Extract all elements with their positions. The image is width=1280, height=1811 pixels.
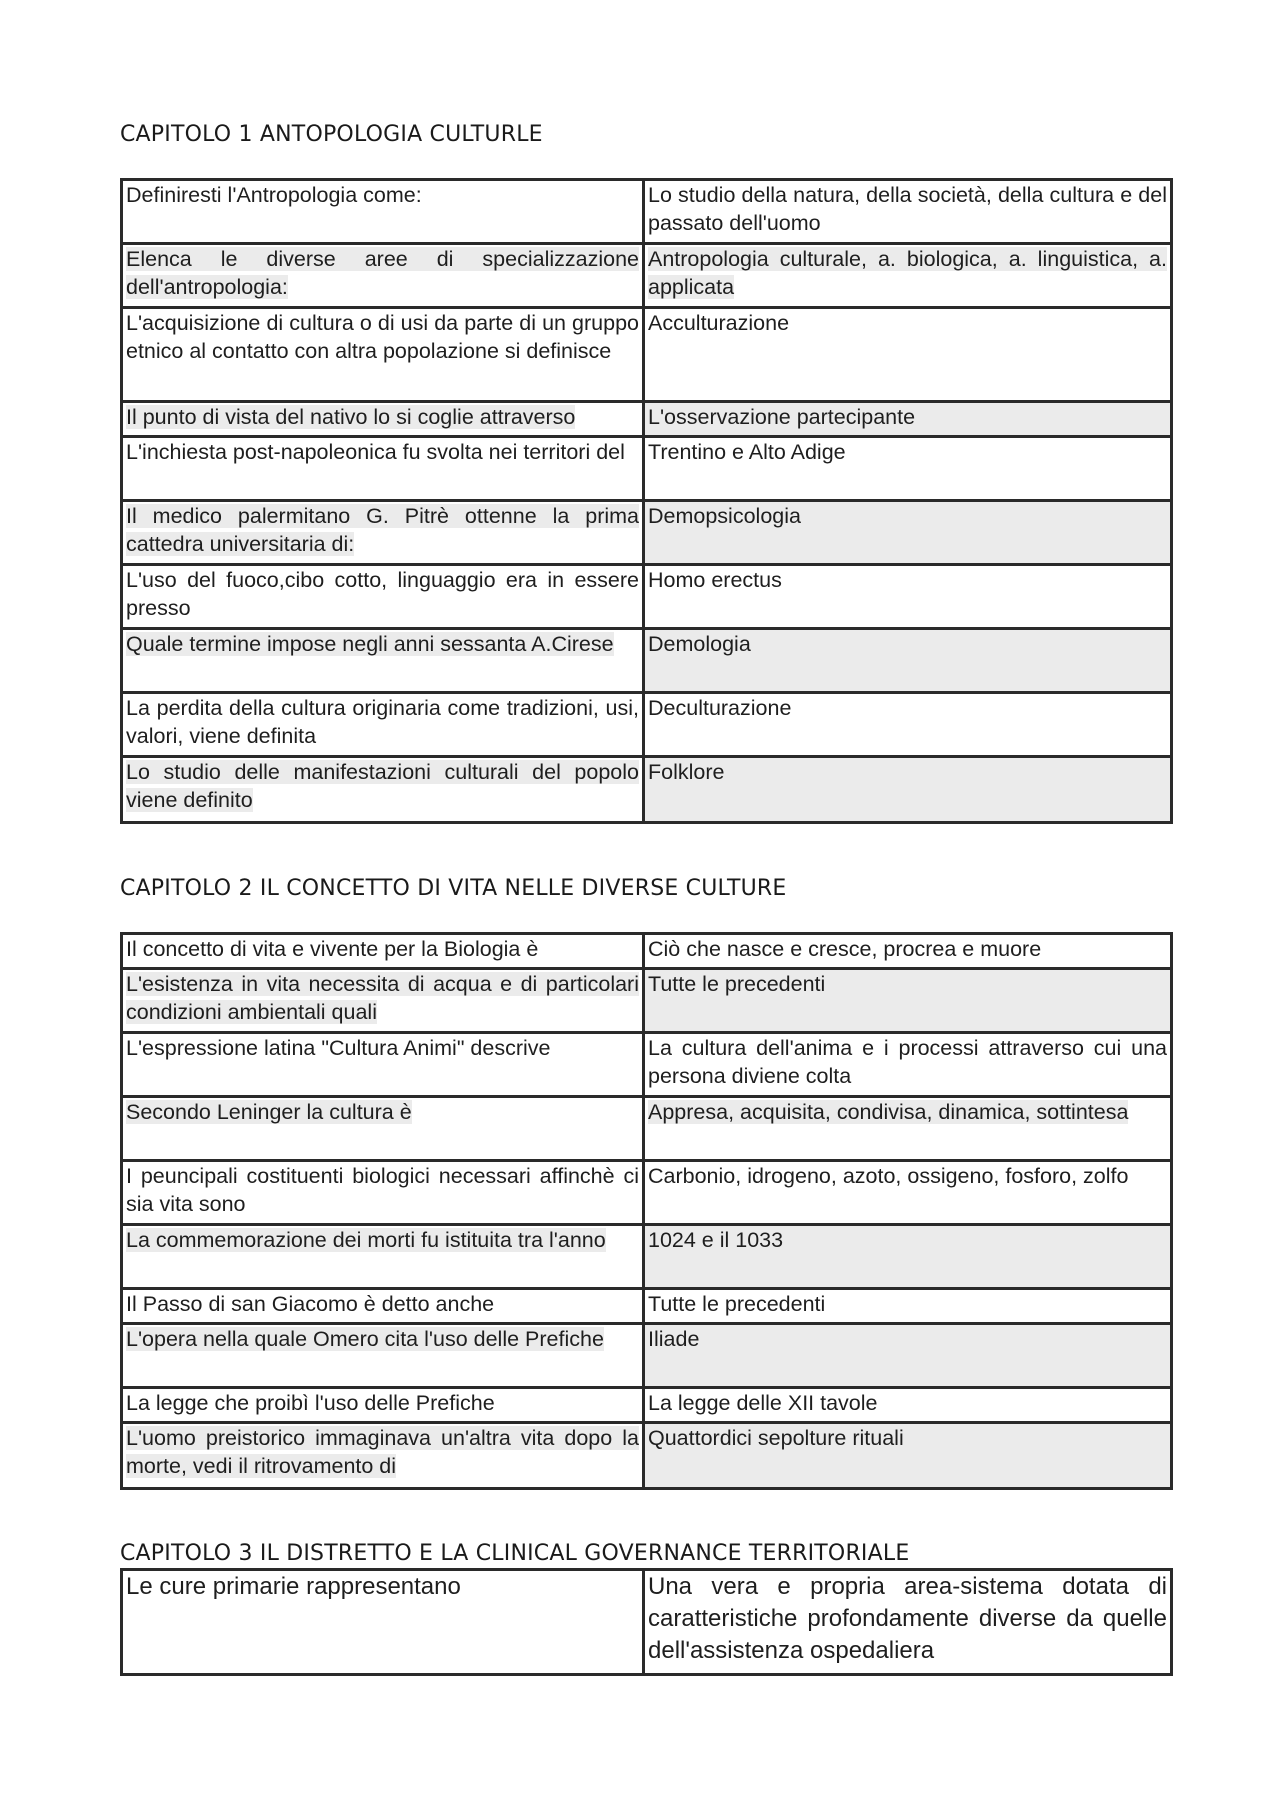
question-cell: Il punto di vista del nativo lo si coglie attraverso [122, 402, 644, 437]
table-row [122, 1570, 1172, 1675]
table-row [122, 244, 1172, 308]
table-row [122, 308, 1172, 402]
question-cell: L'uomo preistorico immaginava un'altra vita dopo la morte, vedi il ritrovamento di [122, 1423, 644, 1489]
table-row [122, 501, 1172, 565]
answer-cell: Demologia [644, 629, 1172, 693]
question-cell: Quale termine impose negli anni sessanta A.Cirese [122, 629, 644, 693]
table-row [122, 1033, 1172, 1097]
question-cell: L'uso del fuoco,cibo cotto, linguaggio era in essere presso [122, 565, 644, 629]
answer-cell: Appresa, acquisita, condivisa, dinamica, sottintesa [644, 1097, 1172, 1161]
answer-cell: Deculturazione [644, 693, 1172, 757]
answer-cell: Quattordici sepolture rituali [644, 1423, 1172, 1489]
answer-cell: Carbonio, idrogeno, azoto, ossigeno, fosforo, zolfo [644, 1161, 1172, 1225]
answer-cell: Trentino e Alto Adige [644, 437, 1172, 501]
chapter-3-title: CAPITOLO 3 IL DISTRETTO E LA CLINICAL GOVERNANCE TERRITORIALE [120, 1541, 910, 1566]
table-row [122, 1388, 1172, 1423]
chapter-1-title: CAPITOLO 1 ANTOPOLOGIA CULTURLE [120, 122, 543, 147]
answer-cell: Iliade [644, 1324, 1172, 1388]
answer-cell: Tutte le precedenti [644, 1289, 1172, 1324]
question-cell: L'acquisizione di cultura o di usi da parte di un gruppo etnico al contatto con altra popolazione si definisce [122, 308, 644, 402]
question-cell: I peuncipali costituenti biologici necessari affinchè ci sia vita sono [122, 1161, 644, 1225]
answer-cell: Homo erectus [644, 565, 1172, 629]
table-row [122, 934, 1172, 969]
question-cell: Il Passo di san Giacomo è detto anche [122, 1289, 644, 1324]
answer-cell: Ciò che nasce e cresce, procrea e muore [644, 934, 1172, 969]
answer-cell: Antropologia culturale, a. biologica, a. linguistica, a. applicata [644, 244, 1172, 308]
question-cell: L'inchiesta post-napoleonica fu svolta nei territori del [122, 437, 644, 501]
chapter-3-table [120, 1568, 1173, 1676]
question-cell: L'esistenza in vita necessita di acqua e di particolari condizioni ambientali quali [122, 969, 644, 1033]
question-cell: Il medico palermitano G. Pitrè ottenne la prima cattedra universitaria di: [122, 501, 644, 565]
table-row [122, 1423, 1172, 1489]
answer-cell: La cultura dell'anima e i processi attraverso cui una persona diviene colta [644, 1033, 1172, 1097]
table-row [122, 565, 1172, 629]
question-cell: Il concetto di vita e vivente per la Biologia è [122, 934, 644, 969]
table-row [122, 1289, 1172, 1324]
question-cell: Secondo Leninger la cultura è [122, 1097, 644, 1161]
question-cell: La perdita della cultura originaria come tradizioni, usi, valori, viene definita [122, 693, 644, 757]
table-row [122, 757, 1172, 823]
answer-cell: Acculturazione [644, 308, 1172, 402]
question-cell: L'opera nella quale Omero cita l'uso delle Prefiche [122, 1324, 644, 1388]
answer-cell: Una vera e propria area-sistema dotata di caratteristiche profondamente diverse da quelle dell'assistenza ospedaliera [644, 1570, 1172, 1675]
question-cell: Elenca le diverse aree di specializzazione dell'antropologia: [122, 244, 644, 308]
question-cell: La legge che proibì l'uso delle Prefiche [122, 1388, 644, 1423]
table-row [122, 437, 1172, 501]
question-cell: Lo studio delle manifestazioni culturali del popolo viene definito [122, 757, 644, 823]
table-row [122, 1225, 1172, 1289]
answer-cell: L'osservazione partecipante [644, 402, 1172, 437]
question-cell: L'espressione latina "Cultura Animi" descrive [122, 1033, 644, 1097]
table-row [122, 1097, 1172, 1161]
question-cell: Le cure primarie rappresentano [122, 1570, 644, 1675]
answer-cell: Demopsicologia [644, 501, 1172, 565]
question-cell: La commemorazione dei morti fu istituita tra l'anno [122, 1225, 644, 1289]
answer-cell: La legge delle XII tavole [644, 1388, 1172, 1423]
table-row [122, 180, 1172, 244]
table-row [122, 969, 1172, 1033]
answer-cell: 1024 e il 1033 [644, 1225, 1172, 1289]
table-row [122, 629, 1172, 693]
table-row [122, 693, 1172, 757]
chapter-2-title: CAPITOLO 2 IL CONCETTO DI VITA NELLE DIVERSE CULTURE [120, 876, 787, 901]
table-row [122, 402, 1172, 437]
answer-cell: Lo studio della natura, della società, della cultura e del passato dell'uomo [644, 180, 1172, 244]
table-row [122, 1324, 1172, 1388]
chapter-2-table [120, 932, 1173, 1490]
question-cell: Definiresti l'Antropologia come: [122, 180, 644, 244]
chapter-1-table [120, 178, 1173, 824]
answer-cell: Folklore [644, 757, 1172, 823]
answer-cell: Tutte le precedenti [644, 969, 1172, 1033]
table-row [122, 1161, 1172, 1225]
